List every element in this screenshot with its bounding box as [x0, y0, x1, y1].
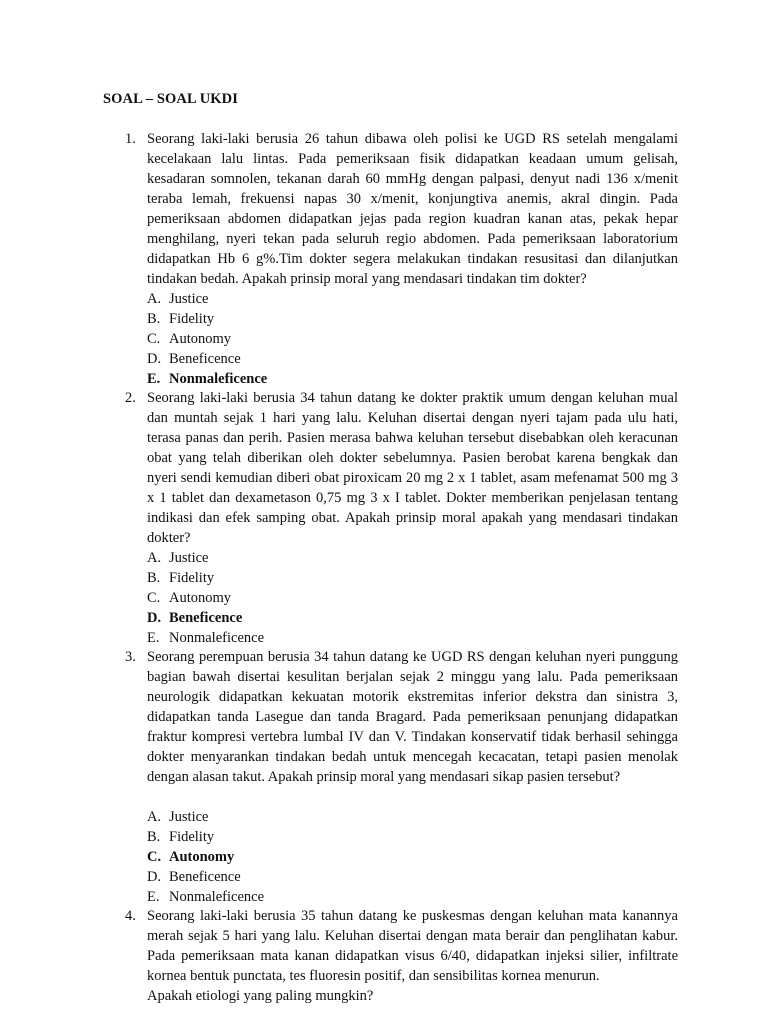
option-c: C. Autonomy — [147, 331, 232, 347]
question-text — [147, 906, 678, 1006]
question-number: 3. — [125, 649, 136, 665]
option-e: E. Nonmaleficence — [147, 630, 265, 646]
option-a: A. Justice — [147, 809, 209, 825]
option-b: B. Fidelity — [147, 829, 215, 845]
option-list — [147, 807, 264, 907]
question-number: 2. — [125, 390, 136, 406]
question-number: 4. — [125, 908, 136, 924]
option-a: A. Justice — [147, 291, 209, 307]
question-paragraph: Seorang laki-laki berusia 34 tahun datang ke dokter praktik umum dengan keluhan mual dan muntah sejak 1 hari yang lalu. Keluhan disertai dengan nyeri tajam pada ulu hati, terasa panas dan perih. Pasien merasa bahwa keluhan tersebut disebabkan oleh keracunan obat yang telah diberikan oleh dokter sebelumnya. Pasien berobat karena bengkak dan nyeri sendi kemudian diberi obat piroxicam 20 mg 2 x 1 tablet, asam mefenamat 500 mg 3 x 1 tablet dan dexametason 0,75 mg 3 x I tablet. Dokter memberikan penjelasan tentang indikasi dan efek samping obat. Apakah prinsip moral apakah yang mendasari tindakan dokter? — [147, 390, 678, 546]
question-text — [147, 647, 678, 787]
question-paragraph: Seorang laki-laki berusia 35 tahun datang ke puskesmas dengan keluhan mata kanannya merah sejak 5 hari yang lalu. Keluhan disertai dengan mata berair dan penglihatan kabur. Pada pemeriksaan mata kanan didapatkan visus 6/40, didapatkan injeksi silier, infiltrate kornea bentuk punctata, tes fluoresin positif, dan sensibilitas kornea menurun. — [147, 908, 678, 984]
option-c: C. Autonomy — [147, 590, 232, 606]
option-list — [147, 289, 267, 389]
option-c: C. Autonomy — [147, 849, 235, 865]
option-e: E. Nonmaleficence — [147, 371, 268, 387]
option-b: B. Fidelity — [147, 311, 215, 327]
option-d: D. Beneficence — [147, 869, 241, 885]
question-text — [147, 388, 678, 548]
question-number: 1. — [125, 131, 136, 147]
page-title: SOAL – SOAL UKDI — [103, 91, 238, 107]
question-paragraph: Seorang laki-laki berusia 26 tahun dibawa oleh polisi ke UGD RS setelah mengalami kecelakaan lalu lintas. Pada pemeriksaan fisik didapatkan keadaan umum gelisah, kesadaran somnolen, tekanan darah 60 mmHg dengan palpasi, denyut nadi 136 x/menit teraba lemah, frekuensi napas 30 x/menit, konjungtiva anemis, akral dingin. Pada pemeriksaan abdomen didapatkan jejas pada region kuadran kanan atas, pekak hepar menghilang, nyeri tekan pada seluruh regio abdomen. Pada pemeriksaan laboratorium didapatkan Hb 6 g%.Tim dokter segera melakukan tindakan resusitasi dan dilanjutkan tindakan bedah. Apakah prinsip moral yang mendasari tindakan tim dokter? — [147, 131, 678, 287]
option-e: E. Nonmaleficence — [147, 889, 265, 905]
option-list — [147, 548, 264, 648]
question-text — [147, 129, 678, 289]
option-b: B. Fidelity — [147, 570, 215, 586]
question-paragraph: Seorang perempuan berusia 34 tahun datang ke UGD RS dengan keluhan nyeri punggung bagian bawah disertai kesulitan berjalan sejak 2 minggu yang lalu. Pada pemeriksaan neurologik didapatkan kekuatan motorik ekstremitas inferior dekstra dan sinistra 3, didapatkan tanda Lasegue dan tanda Bragard. Pada pemeriksaan penunjang didapatkan fraktur kompresi vertebra lumbal IV dan V. Tindakan konservatif tidak berhasil sehingga dokter menyarankan tindakan bedah untuk mencegah kecacatan, tetapi pasien menolak dengan alasan takut. Apakah prinsip moral yang mendasari sikap pasien tersebut? — [147, 649, 678, 785]
question-prompt: Apakah etiologi yang paling mungkin? — [147, 988, 374, 1004]
option-a: A. Justice — [147, 550, 209, 566]
option-d: D. Beneficence — [147, 610, 243, 626]
option-d: D. Beneficence — [147, 351, 241, 367]
